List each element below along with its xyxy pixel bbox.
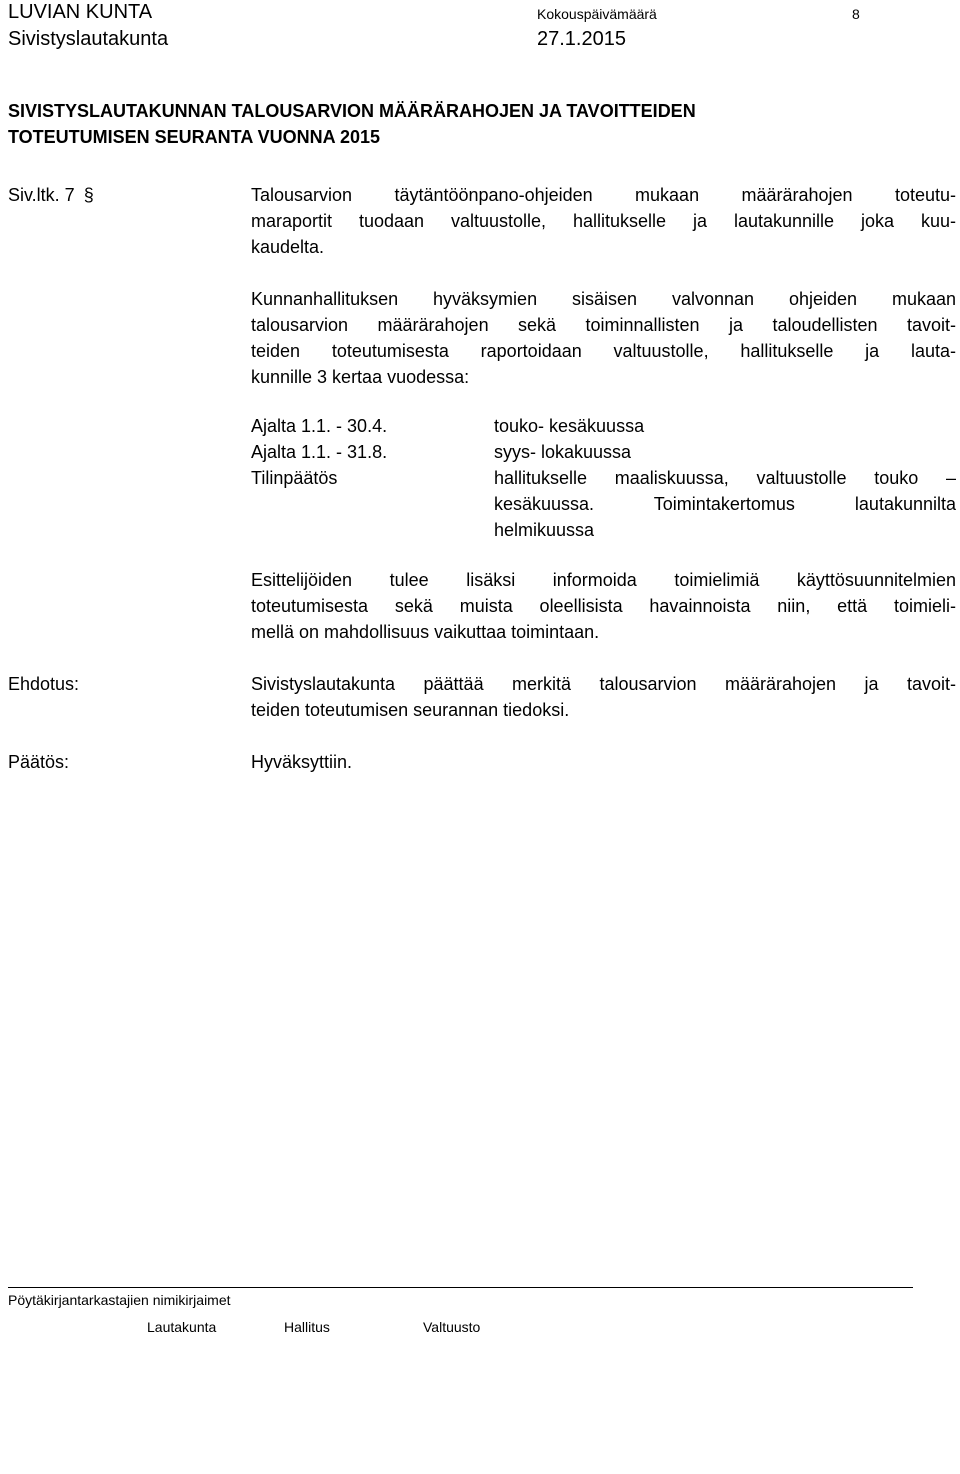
paragraph-line: teiden toteutumisen seurannan tiedoksi. [251,700,570,720]
paragraph-line: teiden toteutumisesta raportoidaan valtuustolle, hallitukselle ja lauta- [251,341,956,361]
proposal-label: Ehdotus: [8,674,80,694]
decision-label: Päätös: [8,752,70,772]
schedule-timing-2: syys- lokakuussa [494,442,632,462]
paragraph-line: kunnille 3 kertaa vuodessa: [251,367,470,387]
schedule-period-1: Ajalta 1.1. - 30.4. [251,416,388,436]
paragraph-line: mellä on mahdollisuus vaikuttaa toimintaan. [251,622,600,642]
section-ref-number: Siv.ltk. 7 [8,185,75,205]
schedule-timing-1: touko- kesäkuussa [494,416,645,436]
control-guidelines-paragraph [251,286,956,390]
paragraph-line: Sivistyslautakunta päättää merkitä talousarvion määrärahojen ja tavoit- [251,674,956,694]
intro-line: maraportit tuodaan valtuustolle, hallitukselle ja lautakunnille joka kuu- [251,211,956,231]
municipality-name: LUVIAN KUNTA [8,1,153,23]
section-sign: § [83,185,94,205]
meeting-date-label: Kokouspäivämäärä [537,6,657,22]
intro-paragraph [251,182,956,260]
footer-column-valtuusto: Valtuusto [423,1319,481,1335]
schedule-timing-3 [494,465,956,543]
paragraph-line: talousarvion määrärahojen sekä toiminnallisten ja taloudellisten tavoit- [251,315,956,335]
committee-name: Sivistyslautakunta [8,28,169,50]
page-number: 8 [852,6,860,22]
footer-column-lautakunta: Lautakunta [147,1319,217,1335]
intro-line: Talousarvion täytäntöönpano-ohjeiden mukaan määrärahojen toteutu- [251,185,956,205]
footer-divider [8,1287,913,1288]
footer-column-hallitus: Hallitus [284,1319,330,1335]
schedule-period-3: Tilinpäätös [251,468,338,488]
intro-line: kaudelta. [251,237,325,257]
document-title-line1: SIVISTYSLAUTAKUNNAN TALOUSARVION MÄÄRÄRAHOJEN JA TAVOITTEIDEN [8,101,696,121]
schedule-line: kesäkuussa. Toimintakertomus lautakunnilta [494,494,956,514]
paragraph-line: Esittelijöiden tulee lisäksi informoida toimielimiä käyttösuunnitelmien [251,570,956,590]
paragraph-line: Kunnanhallituksen hyväksymien sisäisen valvonnan ohjeiden mukaan [251,289,956,309]
schedule-period-2: Ajalta 1.1. - 31.8. [251,442,388,462]
presenters-paragraph [251,567,956,645]
paragraph-line: toteutumisesta sekä muista oleellisista havainnoista niin, että toimieli- [251,596,956,616]
document-title-line2: TOTEUTUMISEN SEURANTA VUONNA 2015 [8,127,381,147]
meeting-date: 27.1.2015 [537,28,626,50]
decision-text: Hyväksyttiin. [251,752,353,772]
schedule-line: hallitukselle maaliskuussa, valtuustolle touko – [494,468,956,488]
signatures-label: Pöytäkirjantarkastajien nimikirjaimet [8,1292,231,1308]
proposal-text [251,671,956,723]
section-reference [8,182,94,208]
schedule-line: helmikuussa [494,520,595,540]
